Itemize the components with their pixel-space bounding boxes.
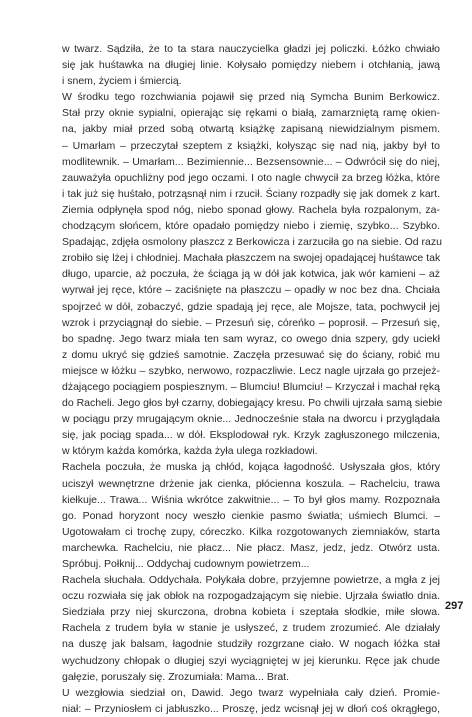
text-line: wzrok i przyciągnął do siebie. – Przesuń się, córeńko – poprosił. – Przesuń się, xyxy=(62,316,440,329)
body-text xyxy=(62,41,443,717)
text-line: spojrzeć w dół, zobaczyć, gdzie spadają jej ręce, ale Mojsze, tata, pochwycił jej xyxy=(62,300,440,313)
text-line: Spadając, zdjęła osmolony płaszcz z Berkowicza i zarzuciła go na siebie. Od razu xyxy=(62,236,442,249)
text-line: kiełkuje... Trawa... Wiśnia wkrótce zakwitnie... – To był głos mamy. Rozpoznała xyxy=(62,493,440,506)
text-line: dżającego pociągiem pospiesznym. – Blumciu! Blumciu! – Krzyczał i machał ręką xyxy=(62,380,440,393)
text-line: i snem, życiem i śmiercią. xyxy=(62,75,182,88)
text-line: U wezgłowia siedział on, Dawid. Jego twarz wypełniała cały dzień. Promie- xyxy=(62,686,440,699)
text-line: niał: – Przyniosłem ci jabłuszko... Proszę, jedz wcisnął jej w dłoń coś okrągłego, xyxy=(62,702,440,715)
text-line: się jak huśtawka na długiej linie. Kołysało pomiędzy niebem i otchłanią, jawą xyxy=(62,59,440,72)
text-line: Spróbuj. Połknij... Oddychaj cudownym powietrzem... xyxy=(62,558,310,570)
text-line: Rachela poczuła, że muska ją chłód, kojąca łagodność. Usłyszała głos, który xyxy=(62,461,440,474)
text-line: wyrwał jej ręce, które – zaciśnięte na płaszczu – opadły w noc bez dna. Chciała xyxy=(62,284,440,297)
text-line: Stał przy oknie sypialni, opierając się rękami o białą, zamarzniętą ramę okien- xyxy=(62,107,440,120)
text-line: gałęzie, poruszały się. Zrozumiała: Mama... Brat. xyxy=(62,670,290,683)
text-line: Rachela słuchała. Oddychała. Połykała dobre, przyjemne powietrze, a mgła z jej xyxy=(62,574,440,587)
text-line: uciszył wewnętrzne drżenie jak cienka, płócienna koszula. – Rachelciu, trawa xyxy=(62,477,440,490)
text-line: do Racheli. Jego głos był czarny, dobiegający kresu. Po chwili ujrzała samą siebie xyxy=(62,397,443,410)
text-line: chodzącym słońcem, które opadało pomiędzy niebo i ziemię, szybko... Szybko. xyxy=(62,220,440,233)
text-line: na duszę jak balsam, łagodnie studziły rozgrzane ciało. W nogach łóżka stał xyxy=(62,638,440,651)
text-line: Rachela z trudem była w stanie je usłyszeć, z trudem zrozumieć. Ale działały xyxy=(62,622,440,635)
text-line: Ziemia odpłynęła spod nóg, niebo sponad głowy. Rachela była rozpalonym, za- xyxy=(62,203,440,216)
text-line: bo spadnę. Jego twarz miała ten sam wyraz, co owego dnia szpery, gdy uciekł xyxy=(62,332,440,345)
text-line: długo, uparcie, aż poczuła, że ściąga ją w dół jak kotwica, jak wór kamieni – aż xyxy=(62,268,440,281)
text-line: Siedziała przy niej skurczona, drobna kobieta i szeptała słodkie, miłe słowa. xyxy=(62,606,440,619)
text-line: z domu ukryć się gdzieś samotnie. Zaczęła przesuwać się do ściany, robić mu xyxy=(62,348,440,361)
text-line: w którym każda komórka, każda żyła ulega rozkładowi. xyxy=(62,445,318,458)
text-line: – Umarłam – przeczytał szeptem z książki, kołysząc się nad nią, jakby był to xyxy=(62,139,440,152)
text-line: w pociągu przy mrugającym oknie... Jednocześnie stała na dworcu i przyglądała xyxy=(62,413,440,426)
text-line: wychudzony chłopak o długiej szyi wyciągniętej w jej kierunku. Ręce jak chude xyxy=(62,654,440,667)
text-line: W środku tego rozchwiania pojawił się przed nią Symcha Bunim Berkowicz. xyxy=(62,91,440,104)
text-line: w twarz. Sądziła, że to ta stara nauczycielka gładzi jej policzki. Łóżko chwiało xyxy=(62,43,440,55)
text-line: Ugotowałam ci trochę zupy, córeczko. Kilka rozgotowanych ziemniaków, starta xyxy=(62,525,440,538)
text-line: się, jak pociąg spada... w dół. Eksplodował ryk. Krzyk zagłuszonego milczenia, xyxy=(62,429,440,442)
text-line: i tak już się huśtało, potrząsnął nim i rzucił. Ściany rozpadły się jak domek z kart. xyxy=(62,187,440,200)
text-line: miejsce w łóżku – szybko, nerwowo, rozpaczliwie. Lecz nagle ujrzała go przejeż- xyxy=(62,364,440,377)
text-line: modlitewnik. – Umarłam... Bezimiennie... Bezsensownie... – Odwrócił się do niej, xyxy=(62,155,440,168)
text-line: go. Ponad horyzont nocy weszło cienkie pasmo światła; uśmiech Blumci. – xyxy=(62,509,440,522)
text-line: na, jakby miał przed sobą otwartą książkę zapisaną niewidzialnym pismem. xyxy=(62,123,440,136)
page-number: 297 xyxy=(445,600,464,612)
text-line: marchewka. Rachelciu, nie płacz... Nie płacz. Masz, jedz, jedz. Otwórz usta. xyxy=(62,541,440,554)
text-line: oczu rozwiała się jak obłok na rozpogadzającym się niebie. Ujrzała światło dnia. xyxy=(62,590,440,603)
text-line: zrobiło się lżej i chłodniej. Machała płaszczem na swojej opadającej huśtawce tak xyxy=(62,252,441,265)
text-line: zauważyła opuchliżny pod jego oczami. I oto nagle chwycił za brzeg łóżka, które xyxy=(62,171,440,184)
